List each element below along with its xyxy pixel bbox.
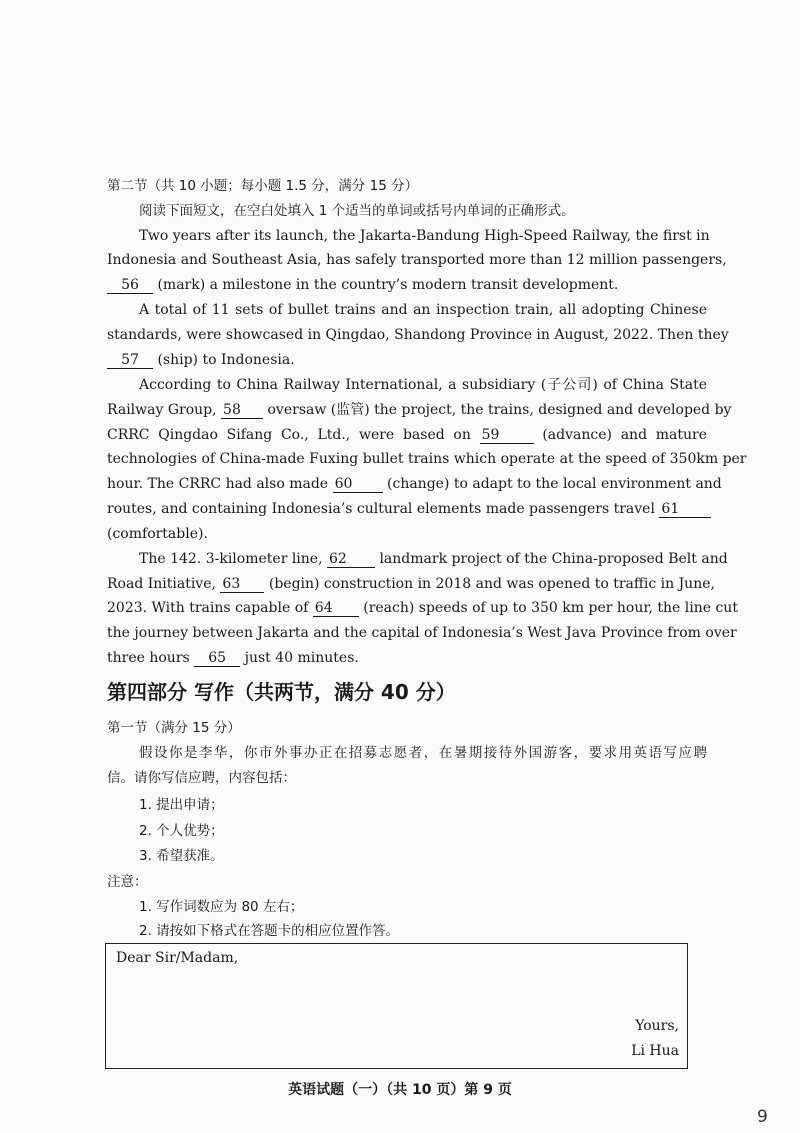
part4-title: 第四部分 写作（共两节，满分 40 分） bbox=[107, 680, 456, 704]
part4-section1-header: 第一节（满分 15 分） bbox=[107, 720, 241, 736]
blank-59[interactable]: 59 bbox=[480, 427, 534, 444]
p3-line3a: CRRC Qingdao Sifang Co., Ltd., were based on bbox=[107, 427, 471, 443]
letter-greeting: Dear Sir/Madam, bbox=[116, 950, 239, 966]
blank-60[interactable]: 60 bbox=[333, 476, 383, 493]
prompt-line1: 假设你是李华，你市外事办正在招募志愿者，在暑期接待外国游客，要求用英语写应聘 bbox=[139, 745, 707, 761]
p4-line3b: (reach) speeds of up to 350 km per hour, the line cut bbox=[363, 600, 738, 616]
blank-65[interactable]: 65 bbox=[194, 650, 240, 667]
section2-header: 第二节（共 10 小题；每小题 1.5 分，满分 15 分） bbox=[107, 178, 419, 194]
p3-line6 bbox=[107, 499, 707, 519]
p3-line1: According to China Railway International, a subsidiary (子公司) of China State bbox=[139, 377, 707, 393]
p4-line2b: (begin) construction in 2018 and was opened to traffic in June, bbox=[268, 576, 715, 592]
prompt-line2: 信。请你写信应聘，内容包括： bbox=[107, 770, 296, 786]
p1-line1: Two years after its launch, the Jakarta-Bandung High-Speed Railway, the first in bbox=[139, 228, 710, 244]
blank-58[interactable]: 58 bbox=[221, 402, 263, 419]
letter-signature: Li Hua bbox=[631, 1043, 679, 1059]
letter-closing: Yours, bbox=[635, 1018, 679, 1034]
blank-57[interactable]: 57 bbox=[107, 352, 153, 369]
p4-line1a: The 142. 3-kilometer line, bbox=[139, 551, 323, 567]
p3-line7: (comfortable). bbox=[107, 526, 208, 542]
p2-line3-text: (ship) to Indonesia. bbox=[157, 352, 295, 368]
p1-line3 bbox=[107, 275, 707, 295]
p3-line5b: (change) to adapt to the local environment and bbox=[387, 476, 722, 492]
p3-line5 bbox=[107, 474, 722, 494]
p4-line3 bbox=[107, 598, 738, 618]
page-number: 9 bbox=[757, 1107, 768, 1127]
p3-line3b: (advance) and mature bbox=[542, 427, 707, 443]
p1-line2: Indonesia and Southeast Asia, has safely transported more than 12 million passengers, bbox=[107, 252, 727, 268]
blank-56[interactable]: 56 bbox=[107, 277, 153, 294]
p2-line1: A total of 11 sets of bullet trains and an inspection train, all adopting Chinese bbox=[139, 302, 707, 318]
requirement-item: 1. 提出申请； bbox=[139, 797, 224, 813]
p4-line1 bbox=[139, 549, 728, 569]
page-footer: 英语试题（一）（共 10 页）第 9 页 bbox=[288, 1082, 512, 1098]
p3-line2 bbox=[107, 400, 732, 420]
p4-line2 bbox=[107, 574, 715, 594]
p4-line5b: just 40 minutes. bbox=[244, 650, 359, 666]
letter-format-box bbox=[105, 943, 688, 1069]
p3-line3 bbox=[107, 425, 707, 445]
p4-line1b: landmark project of the China-proposed Belt and bbox=[379, 551, 728, 567]
p4-line5a: three hours bbox=[107, 650, 190, 666]
p3-line6a: routes, and containing Indonesia’s cultural elements made passengers travel bbox=[107, 501, 655, 517]
blank-62[interactable]: 62 bbox=[327, 551, 375, 568]
p3-line2b: oversaw (监管) the project, the trains, designed and developed by bbox=[267, 402, 732, 418]
p4-line5 bbox=[107, 648, 707, 668]
requirement-item: 2. 个人优势； bbox=[139, 823, 224, 839]
p1-line3-text: (mark) a milestone in the country’s modern transit development. bbox=[157, 277, 619, 293]
p4-line2a: Road Initiative, bbox=[107, 576, 216, 592]
blank-63[interactable]: 63 bbox=[220, 576, 264, 593]
p4-line4: the journey between Jakarta and the capital of Indonesia’s West Java Province from over bbox=[107, 625, 737, 641]
requirement-item: 3. 希望获准。 bbox=[139, 848, 224, 864]
blank-61[interactable]: 61 bbox=[659, 501, 711, 518]
blank-64[interactable]: 64 bbox=[313, 600, 359, 617]
p2-line3 bbox=[107, 350, 707, 370]
section2-instruction: 阅读下面短文，在空白处填入 1 个适当的单词或括号内单词的正确形式。 bbox=[139, 203, 575, 219]
p2-line2: standards, were showcased in Qingdao, Shandong Province in August, 2022. Then they bbox=[107, 327, 729, 343]
note-item: 1. 写作词数应为 80 左右； bbox=[139, 899, 304, 915]
p3-line4: technologies of China-made Fuxing bullet trains which operate at the speed of 350km per bbox=[107, 451, 747, 467]
p3-line2a: Railway Group, bbox=[107, 402, 217, 418]
p3-line5a: hour. The CRRC had also made bbox=[107, 476, 329, 492]
note-label: 注意： bbox=[107, 874, 148, 890]
p4-line3a: 2023. With trains capable of bbox=[107, 600, 309, 616]
note-item: 2. 请按如下格式在答题卡的相应位置作答。 bbox=[139, 923, 400, 939]
